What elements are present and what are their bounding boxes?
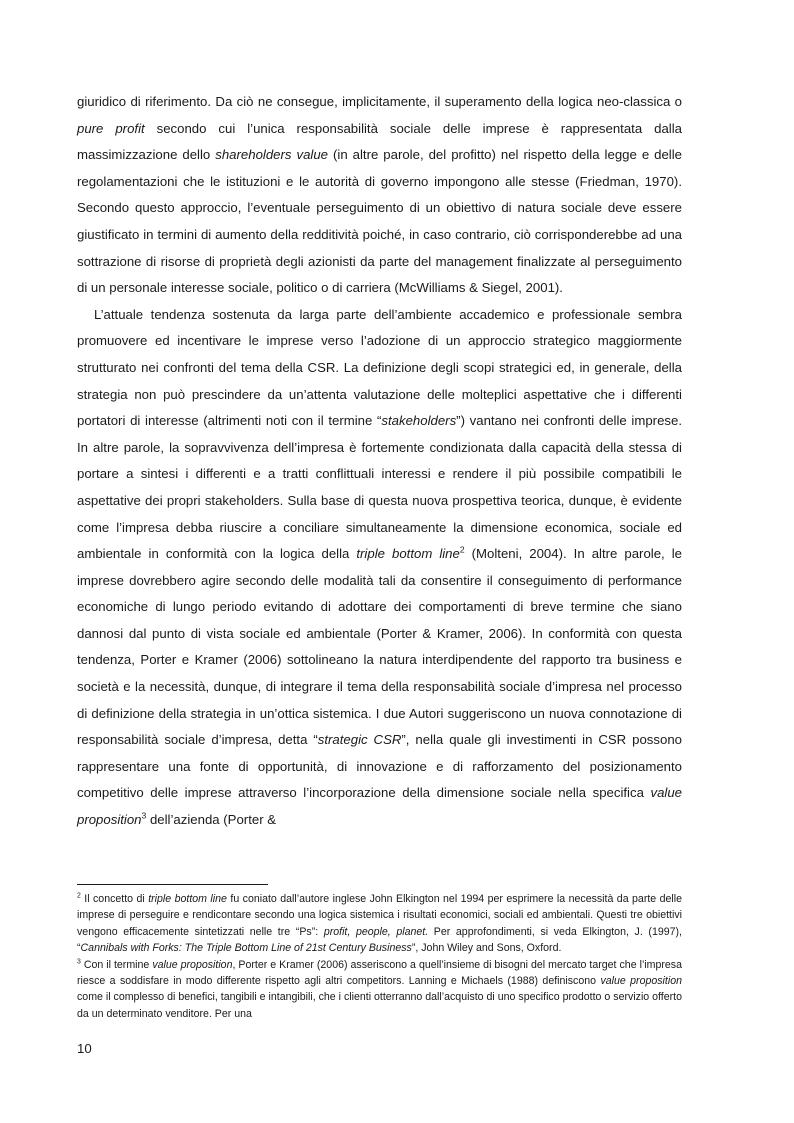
emphasis-stakeholders: stakeholders [381, 413, 457, 429]
footnotes [77, 891, 682, 1022]
book-title: Cannibals with Forks: The Triple Bottom Line of 21st Century Business [80, 942, 412, 955]
footnote-ref-2[interactable]: 2 [459, 544, 465, 555]
footnote-2: $^2$ Il concetto di triple bottom line fu coniato dall’autore inglese John Elkington nel 1994 per esprimere la necessità da parte delle imprese di perseguire e rendicontare secondo una logica sistemica i risultati economici, sociali ed ambientali. Questi tre obiettivi vengono efficacemente sintetizzati nelle tre “Ps”: profit, people, planet. Per approfondimenti, si veda Elkington, J. (1997), “Cannibals with Forks: The Triple Bottom Line of 21st Century Business”, John Wiley and Sons, Oxford. [77, 892, 683, 955]
footnote-separator [77, 884, 268, 885]
footnote-3: $^3$ Con il termine value proposition, Porter e Kramer (2006) asseriscono a quell’insieme di bisogni del mercato target che l’impresa riesce a soddisfare in modo differente rispetto agli altri competitors. Lanning e Michaels (1988) definiscono value proposition come il complesso di benefici, tangibili e intangibili, che i clienti otterranno dall’acquisto di uno specifico prodotto o servizio offerto da un determinato venditore. Per una [77, 958, 682, 1020]
body-text [77, 89, 682, 834]
page-number: 10 [77, 1041, 92, 1056]
emphasis-value-proposition: value proposition [77, 785, 682, 828]
emphasis-triple-bottom-line: triple bottom line [356, 546, 460, 562]
paragraph-2: L’attuale tendenza sostenuta da larga parte dell’ambiente accademico e professionale sembra promuovere ed incentivare le imprese verso l’adozione di un approccio strategico maggiormente strutturato nei confronti del tema della CSR. La definizione degli scopi strategici ed, in generale, della strategia non può prescindere da un’attenta valutazione delle molteplici aspettative che i differenti portatori di interesse (altrimenti noti con il termine “stakeholders”) vantano nei confronti delle imprese. In altre parole, la sopravvivenza dell’impresa è fortemente condizionata dalla capacità della stessa di portare a sintesi i differenti e a tratti conflittuali interessi e rendere il più possibile compatibili le aspettative dei propri stakeholders. Sulla base di questa nuova prospettiva teorica, dunque, è evidente come l’impresa debba riuscire a conciliare simultaneamente la dimensione economica, sociale ed ambientale in conformità con la logica della triple bottom line$^2$ (Molteni, 2004). In altre parole, le imprese dovrebbero agire secondo delle modalità tali da consentire il conseguimento di performance economiche di lungo periodo evitando di adottare dei comportamenti di breve termine che siano dannosi dal punto di vista sociale ed ambientale (Porter & Kramer, 2006). In conformità con questa tendenza, Porter e Kramer (2006) sottolineano la natura interdipendente del rapporto tra business e società e la necessità, dunque, di integrare il tema della responsabilità sociale d’impresa nel processo di definizione della strategia in un’ottica sistemica. I due Autori suggeriscono un nuova connotazione di responsabilità sociale d’impresa, detta “strategic CSR”, nella quale gli investimenti in CSR possono rappresentare una fonte di opportunità, di innovazione e di rafforzamento del posizionamento competitivo delle imprese attraverso l’incorporazione della dimensione sociale nella specifica value proposition$^3$ dell’azienda (Porter & [77, 306, 682, 828]
emphasis-pure-profit: pure profit [77, 120, 145, 136]
emphasis-shareholders-value: shareholders value [215, 147, 329, 163]
paragraph-1: giuridico di riferimento. Da ciò ne consegue, implicitamente, il superamento della logica neo-classica o pure profit secondo cui l’unica responsabilità sociale delle imprese è rappresentata dalla massimizzazione dello shareholders value (in altre parole, del profitto) nel rispetto della legge e delle regolamentazioni che le istituzioni e le autorità di governo impongono alle stesse (Friedman, 1970). Secondo questo approccio, l’eventuale perseguimento di un obiettivo di natura sociale deve essere giustificato in termini di aumento della redditività poiché, in caso contrario, ciò corrisponderebbe ad una sottrazione di risorse di proprietà degli azionisti da parte del management finalizzate al perseguimento di un personale interesse sociale, politico o di carriera (McWilliams & Siegel, 2001). [77, 94, 682, 296]
footnote-number: 2 [77, 892, 81, 900]
emphasis-strategic-csr: strategic CSR [317, 732, 402, 748]
footnote-number: 3 [77, 958, 81, 966]
footnote-ref-3[interactable]: 3 [141, 810, 147, 821]
